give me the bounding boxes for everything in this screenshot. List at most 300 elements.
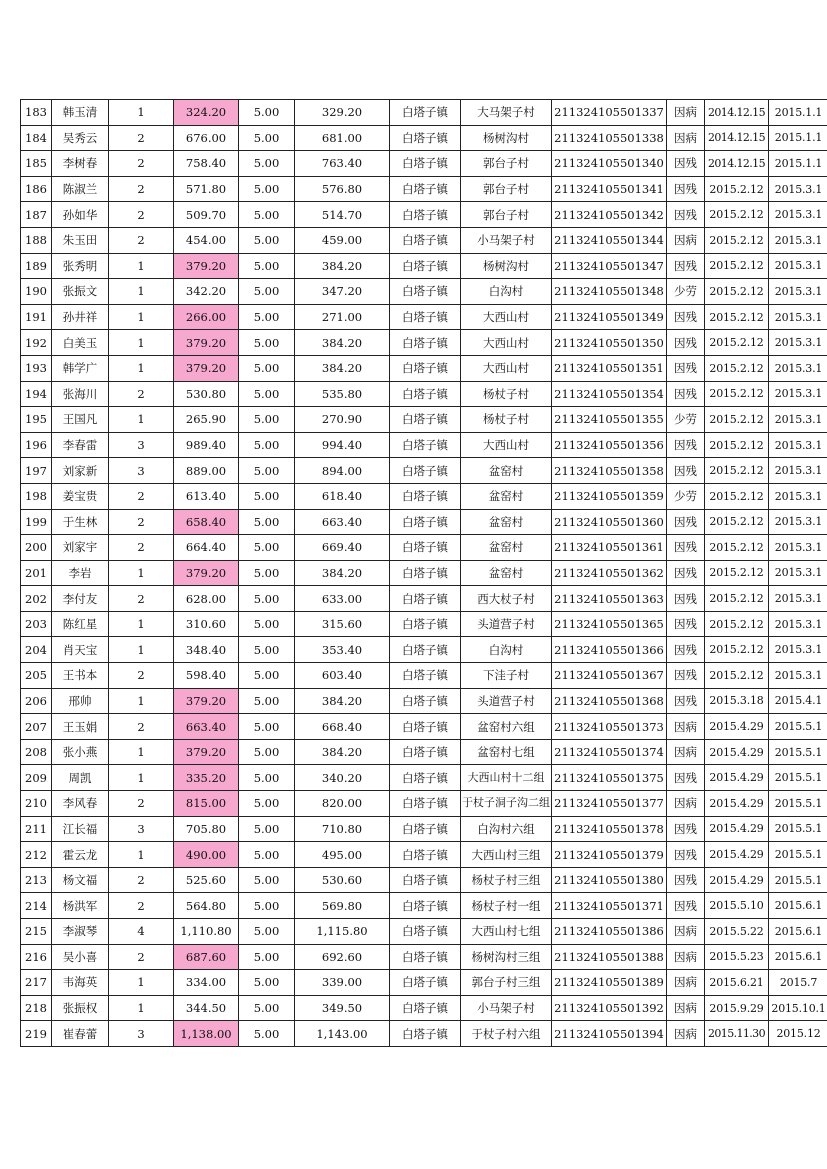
table-row xyxy=(21,816,827,842)
id-number-cell: 211324105501337 xyxy=(552,100,667,126)
approval-date-cell: 2015.2.12 xyxy=(705,304,769,330)
extra-amount-cell: 5.00 xyxy=(239,509,295,535)
reason-cell: 因残 xyxy=(667,663,705,689)
household-size-cell: 1 xyxy=(109,637,174,663)
row-number-cell: 186 xyxy=(21,176,52,202)
village-cell: 头道营子村 xyxy=(461,611,552,637)
reason-cell: 因残 xyxy=(667,611,705,637)
household-size-cell: 1 xyxy=(109,304,174,330)
table-row xyxy=(21,893,827,919)
extra-amount-cell: 5.00 xyxy=(239,714,295,740)
id-number-cell: 211324105501389 xyxy=(552,970,667,996)
town-cell: 白塔子镇 xyxy=(390,995,461,1021)
approval-date-cell: 2015.2.12 xyxy=(705,663,769,689)
start-date-cell: 2015.12 xyxy=(769,1021,827,1047)
row-number-cell: 191 xyxy=(21,304,52,330)
table-row xyxy=(21,407,827,433)
amount-cell: 379.20 xyxy=(174,688,239,714)
town-cell: 白塔子镇 xyxy=(390,739,461,765)
extra-amount-cell: 5.00 xyxy=(239,816,295,842)
household-size-cell: 3 xyxy=(109,1021,174,1047)
extra-amount-cell: 5.00 xyxy=(239,611,295,637)
total-amount-cell: 681.00 xyxy=(295,125,390,151)
table-row xyxy=(21,970,827,996)
id-number-cell: 211324105501373 xyxy=(552,714,667,740)
approval-date-cell: 2015.2.12 xyxy=(705,458,769,484)
town-cell: 白塔子镇 xyxy=(390,151,461,177)
start-date-cell: 2015.5.1 xyxy=(769,765,827,791)
start-date-cell: 2015.3.1 xyxy=(769,663,827,689)
start-date-cell: 2015.3.1 xyxy=(769,253,827,279)
start-date-cell: 2015.3.1 xyxy=(769,355,827,381)
id-number-cell: 211324105501358 xyxy=(552,458,667,484)
household-size-cell: 2 xyxy=(109,227,174,253)
village-cell: 盆窑村六组 xyxy=(461,714,552,740)
id-number-cell: 211324105501375 xyxy=(552,765,667,791)
id-number-cell: 211324105501359 xyxy=(552,483,667,509)
id-number-cell: 211324105501338 xyxy=(552,125,667,151)
total-amount-cell: 1,143.00 xyxy=(295,1021,390,1047)
extra-amount-cell: 5.00 xyxy=(239,304,295,330)
village-cell: 于杖子洞子沟二组 xyxy=(461,791,552,817)
total-amount-cell: 663.40 xyxy=(295,509,390,535)
start-date-cell: 2015.5.1 xyxy=(769,842,827,868)
extra-amount-cell: 5.00 xyxy=(239,151,295,177)
reason-cell: 因病 xyxy=(667,919,705,945)
extra-amount-cell: 5.00 xyxy=(239,586,295,612)
total-amount-cell: 569.80 xyxy=(295,893,390,919)
village-cell: 盆窑村 xyxy=(461,458,552,484)
total-amount-cell: 576.80 xyxy=(295,176,390,202)
table-row xyxy=(21,842,827,868)
name-cell: 陈红星 xyxy=(52,611,109,637)
name-cell: 杨洪军 xyxy=(52,893,109,919)
row-number-cell: 199 xyxy=(21,509,52,535)
id-number-cell: 211324105501374 xyxy=(552,739,667,765)
town-cell: 白塔子镇 xyxy=(390,330,461,356)
town-cell: 白塔子镇 xyxy=(390,304,461,330)
extra-amount-cell: 5.00 xyxy=(239,381,295,407)
table-row xyxy=(21,611,827,637)
total-amount-cell: 384.20 xyxy=(295,355,390,381)
total-amount-cell: 763.40 xyxy=(295,151,390,177)
village-cell: 杨树沟村 xyxy=(461,125,552,151)
amount-cell: 334.00 xyxy=(174,970,239,996)
household-size-cell: 1 xyxy=(109,739,174,765)
name-cell: 韩学广 xyxy=(52,355,109,381)
total-amount-cell: 669.40 xyxy=(295,535,390,561)
total-amount-cell: 384.20 xyxy=(295,560,390,586)
row-number-cell: 187 xyxy=(21,202,52,228)
total-amount-cell: 618.40 xyxy=(295,483,390,509)
town-cell: 白塔子镇 xyxy=(390,560,461,586)
name-cell: 张海川 xyxy=(52,381,109,407)
start-date-cell: 2015.3.1 xyxy=(769,202,827,228)
table-row xyxy=(21,586,827,612)
extra-amount-cell: 5.00 xyxy=(239,970,295,996)
extra-amount-cell: 5.00 xyxy=(239,1021,295,1047)
start-date-cell: 2015.7 xyxy=(769,970,827,996)
town-cell: 白塔子镇 xyxy=(390,714,461,740)
amount-cell: 889.00 xyxy=(174,458,239,484)
extra-amount-cell: 5.00 xyxy=(239,253,295,279)
town-cell: 白塔子镇 xyxy=(390,791,461,817)
amount-cell: 509.70 xyxy=(174,202,239,228)
amount-cell: 676.00 xyxy=(174,125,239,151)
reason-cell: 因病 xyxy=(667,227,705,253)
roster-table xyxy=(20,99,827,1047)
start-date-cell: 2015.3.1 xyxy=(769,560,827,586)
id-number-cell: 211324105501365 xyxy=(552,611,667,637)
start-date-cell: 2015.3.1 xyxy=(769,432,827,458)
extra-amount-cell: 5.00 xyxy=(239,637,295,663)
approval-date-cell: 2015.5.23 xyxy=(705,944,769,970)
table-row xyxy=(21,458,827,484)
start-date-cell: 2015.3.1 xyxy=(769,304,827,330)
row-number-cell: 212 xyxy=(21,842,52,868)
table-row xyxy=(21,483,827,509)
extra-amount-cell: 5.00 xyxy=(239,663,295,689)
village-cell: 杨杖子村 xyxy=(461,407,552,433)
table-row xyxy=(21,1021,827,1047)
village-cell: 小马架子村 xyxy=(461,995,552,1021)
total-amount-cell: 329.20 xyxy=(295,100,390,126)
start-date-cell: 2015.3.1 xyxy=(769,381,827,407)
table-row xyxy=(21,560,827,586)
table-row xyxy=(21,202,827,228)
table-row xyxy=(21,688,827,714)
amount-cell: 658.40 xyxy=(174,509,239,535)
row-number-cell: 185 xyxy=(21,151,52,177)
table-row xyxy=(21,791,827,817)
name-cell: 姜宝贵 xyxy=(52,483,109,509)
town-cell: 白塔子镇 xyxy=(390,611,461,637)
reason-cell: 因残 xyxy=(667,867,705,893)
name-cell: 王玉娟 xyxy=(52,714,109,740)
id-number-cell: 211324105501362 xyxy=(552,560,667,586)
name-cell: 李付友 xyxy=(52,586,109,612)
town-cell: 白塔子镇 xyxy=(390,586,461,612)
name-cell: 韩玉清 xyxy=(52,100,109,126)
village-cell: 大西山村 xyxy=(461,432,552,458)
amount-cell: 379.20 xyxy=(174,330,239,356)
town-cell: 白塔子镇 xyxy=(390,202,461,228)
id-number-cell: 211324105501367 xyxy=(552,663,667,689)
row-number-cell: 218 xyxy=(21,995,52,1021)
approval-date-cell: 2015.4.29 xyxy=(705,867,769,893)
approval-date-cell: 2015.2.12 xyxy=(705,509,769,535)
total-amount-cell: 633.00 xyxy=(295,586,390,612)
start-date-cell: 2015.3.1 xyxy=(769,227,827,253)
table-row xyxy=(21,739,827,765)
approval-date-cell: 2015.2.12 xyxy=(705,330,769,356)
extra-amount-cell: 5.00 xyxy=(239,407,295,433)
reason-cell: 因残 xyxy=(667,688,705,714)
extra-amount-cell: 5.00 xyxy=(239,535,295,561)
start-date-cell: 2015.6.1 xyxy=(769,919,827,945)
town-cell: 白塔子镇 xyxy=(390,381,461,407)
start-date-cell: 2015.3.1 xyxy=(769,637,827,663)
table-row xyxy=(21,867,827,893)
reason-cell: 因残 xyxy=(667,330,705,356)
extra-amount-cell: 5.00 xyxy=(239,791,295,817)
id-number-cell: 211324105501354 xyxy=(552,381,667,407)
row-number-cell: 190 xyxy=(21,279,52,305)
table-row xyxy=(21,535,827,561)
amount-cell: 663.40 xyxy=(174,714,239,740)
amount-cell: 628.00 xyxy=(174,586,239,612)
approval-date-cell: 2015.2.12 xyxy=(705,381,769,407)
row-number-cell: 210 xyxy=(21,791,52,817)
town-cell: 白塔子镇 xyxy=(390,432,461,458)
table-row xyxy=(21,995,827,1021)
id-number-cell: 211324105501348 xyxy=(552,279,667,305)
reason-cell: 因残 xyxy=(667,842,705,868)
row-number-cell: 206 xyxy=(21,688,52,714)
name-cell: 韦海英 xyxy=(52,970,109,996)
approval-date-cell: 2015.2.12 xyxy=(705,432,769,458)
reason-cell: 因病 xyxy=(667,1021,705,1047)
name-cell: 吴秀云 xyxy=(52,125,109,151)
reason-cell: 少劳 xyxy=(667,407,705,433)
id-number-cell: 211324105501386 xyxy=(552,919,667,945)
extra-amount-cell: 5.00 xyxy=(239,842,295,868)
town-cell: 白塔子镇 xyxy=(390,483,461,509)
name-cell: 朱玉田 xyxy=(52,227,109,253)
amount-cell: 324.20 xyxy=(174,100,239,126)
amount-cell: 265.90 xyxy=(174,407,239,433)
start-date-cell: 2015.1.1 xyxy=(769,100,827,126)
name-cell: 张小燕 xyxy=(52,739,109,765)
reason-cell: 因病 xyxy=(667,970,705,996)
table-row xyxy=(21,227,827,253)
id-number-cell: 211324105501394 xyxy=(552,1021,667,1047)
approval-date-cell: 2015.2.12 xyxy=(705,560,769,586)
household-size-cell: 2 xyxy=(109,586,174,612)
approval-date-cell: 2015.2.12 xyxy=(705,227,769,253)
name-cell: 孙如华 xyxy=(52,202,109,228)
start-date-cell: 2015.5.1 xyxy=(769,867,827,893)
id-number-cell: 211324105501392 xyxy=(552,995,667,1021)
household-size-cell: 2 xyxy=(109,125,174,151)
town-cell: 白塔子镇 xyxy=(390,407,461,433)
row-number-cell: 193 xyxy=(21,355,52,381)
table-row xyxy=(21,304,827,330)
town-cell: 白塔子镇 xyxy=(390,637,461,663)
id-number-cell: 211324105501368 xyxy=(552,688,667,714)
extra-amount-cell: 5.00 xyxy=(239,919,295,945)
id-number-cell: 211324105501350 xyxy=(552,330,667,356)
id-number-cell: 211324105501378 xyxy=(552,816,667,842)
approval-date-cell: 2015.2.12 xyxy=(705,407,769,433)
total-amount-cell: 603.40 xyxy=(295,663,390,689)
table-row xyxy=(21,381,827,407)
row-number-cell: 208 xyxy=(21,739,52,765)
name-cell: 李淑琴 xyxy=(52,919,109,945)
total-amount-cell: 710.80 xyxy=(295,816,390,842)
row-number-cell: 201 xyxy=(21,560,52,586)
village-cell: 白沟村 xyxy=(461,637,552,663)
id-number-cell: 211324105501356 xyxy=(552,432,667,458)
table-row xyxy=(21,125,827,151)
reason-cell: 因残 xyxy=(667,509,705,535)
extra-amount-cell: 5.00 xyxy=(239,560,295,586)
village-cell: 盆窑村 xyxy=(461,560,552,586)
extra-amount-cell: 5.00 xyxy=(239,739,295,765)
extra-amount-cell: 5.00 xyxy=(239,100,295,126)
row-number-cell: 197 xyxy=(21,458,52,484)
id-number-cell: 211324105501377 xyxy=(552,791,667,817)
town-cell: 白塔子镇 xyxy=(390,509,461,535)
town-cell: 白塔子镇 xyxy=(390,816,461,842)
town-cell: 白塔子镇 xyxy=(390,765,461,791)
household-size-cell: 2 xyxy=(109,509,174,535)
total-amount-cell: 894.00 xyxy=(295,458,390,484)
name-cell: 霍云龙 xyxy=(52,842,109,868)
name-cell: 李树春 xyxy=(52,151,109,177)
reason-cell: 因残 xyxy=(667,381,705,407)
amount-cell: 664.40 xyxy=(174,535,239,561)
village-cell: 郭台子村 xyxy=(461,202,552,228)
household-size-cell: 2 xyxy=(109,381,174,407)
reason-cell: 因病 xyxy=(667,100,705,126)
town-cell: 白塔子镇 xyxy=(390,919,461,945)
total-amount-cell: 353.40 xyxy=(295,637,390,663)
row-number-cell: 215 xyxy=(21,919,52,945)
reason-cell: 因残 xyxy=(667,816,705,842)
approval-date-cell: 2015.4.29 xyxy=(705,816,769,842)
amount-cell: 379.20 xyxy=(174,739,239,765)
start-date-cell: 2015.1.1 xyxy=(769,125,827,151)
amount-cell: 758.40 xyxy=(174,151,239,177)
household-size-cell: 2 xyxy=(109,663,174,689)
approval-date-cell: 2015.2.12 xyxy=(705,355,769,381)
row-number-cell: 214 xyxy=(21,893,52,919)
village-cell: 杨树沟村 xyxy=(461,253,552,279)
total-amount-cell: 384.20 xyxy=(295,739,390,765)
total-amount-cell: 495.00 xyxy=(295,842,390,868)
reason-cell: 因残 xyxy=(667,176,705,202)
town-cell: 白塔子镇 xyxy=(390,253,461,279)
town-cell: 白塔子镇 xyxy=(390,842,461,868)
name-cell: 于生林 xyxy=(52,509,109,535)
household-size-cell: 1 xyxy=(109,330,174,356)
extra-amount-cell: 5.00 xyxy=(239,125,295,151)
town-cell: 白塔子镇 xyxy=(390,867,461,893)
amount-cell: 348.40 xyxy=(174,637,239,663)
approval-date-cell: 2015.2.12 xyxy=(705,637,769,663)
approval-date-cell: 2015.2.12 xyxy=(705,253,769,279)
approval-date-cell: 2015.4.29 xyxy=(705,765,769,791)
village-cell: 大马架子村 xyxy=(461,100,552,126)
total-amount-cell: 271.00 xyxy=(295,304,390,330)
village-cell: 杨杖子村三组 xyxy=(461,867,552,893)
row-number-cell: 211 xyxy=(21,816,52,842)
name-cell: 李岩 xyxy=(52,560,109,586)
amount-cell: 687.60 xyxy=(174,944,239,970)
approval-date-cell: 2015.2.12 xyxy=(705,535,769,561)
table-row xyxy=(21,100,827,126)
table-body xyxy=(21,100,827,1047)
table-row xyxy=(21,432,827,458)
amount-cell: 598.40 xyxy=(174,663,239,689)
extra-amount-cell: 5.00 xyxy=(239,867,295,893)
total-amount-cell: 535.80 xyxy=(295,381,390,407)
total-amount-cell: 347.20 xyxy=(295,279,390,305)
amount-cell: 344.50 xyxy=(174,995,239,1021)
amount-cell: 454.00 xyxy=(174,227,239,253)
name-cell: 吴小喜 xyxy=(52,944,109,970)
approval-date-cell: 2015.4.29 xyxy=(705,714,769,740)
table-row xyxy=(21,714,827,740)
household-size-cell: 3 xyxy=(109,458,174,484)
extra-amount-cell: 5.00 xyxy=(239,995,295,1021)
start-date-cell: 2015.6.1 xyxy=(769,944,827,970)
reason-cell: 少劳 xyxy=(667,483,705,509)
amount-cell: 310.60 xyxy=(174,611,239,637)
village-cell: 郭台子村三组 xyxy=(461,970,552,996)
name-cell: 周凯 xyxy=(52,765,109,791)
extra-amount-cell: 5.00 xyxy=(239,279,295,305)
extra-amount-cell: 5.00 xyxy=(239,202,295,228)
reason-cell: 因病 xyxy=(667,791,705,817)
town-cell: 白塔子镇 xyxy=(390,100,461,126)
town-cell: 白塔子镇 xyxy=(390,688,461,714)
table-row xyxy=(21,663,827,689)
name-cell: 江长福 xyxy=(52,816,109,842)
village-cell: 大西山村 xyxy=(461,330,552,356)
total-amount-cell: 820.00 xyxy=(295,791,390,817)
total-amount-cell: 692.60 xyxy=(295,944,390,970)
household-size-cell: 1 xyxy=(109,765,174,791)
village-cell: 盆窑村 xyxy=(461,509,552,535)
household-size-cell: 1 xyxy=(109,842,174,868)
reason-cell: 因残 xyxy=(667,535,705,561)
name-cell: 刘家新 xyxy=(52,458,109,484)
amount-cell: 266.00 xyxy=(174,304,239,330)
town-cell: 白塔子镇 xyxy=(390,227,461,253)
name-cell: 张振文 xyxy=(52,279,109,305)
id-number-cell: 211324105501366 xyxy=(552,637,667,663)
reason-cell: 少劳 xyxy=(667,279,705,305)
village-cell: 白沟村六组 xyxy=(461,816,552,842)
total-amount-cell: 994.40 xyxy=(295,432,390,458)
id-number-cell: 211324105501351 xyxy=(552,355,667,381)
amount-cell: 490.00 xyxy=(174,842,239,868)
table-row xyxy=(21,509,827,535)
total-amount-cell: 339.00 xyxy=(295,970,390,996)
amount-cell: 342.20 xyxy=(174,279,239,305)
approval-date-cell: 2015.3.18 xyxy=(705,688,769,714)
start-date-cell: 2015.1.1 xyxy=(769,151,827,177)
amount-cell: 525.60 xyxy=(174,867,239,893)
id-number-cell: 211324105501380 xyxy=(552,867,667,893)
table-row xyxy=(21,151,827,177)
town-cell: 白塔子镇 xyxy=(390,458,461,484)
household-size-cell: 2 xyxy=(109,535,174,561)
name-cell: 李风春 xyxy=(52,791,109,817)
village-cell: 郭台子村 xyxy=(461,176,552,202)
table-row xyxy=(21,330,827,356)
amount-cell: 815.00 xyxy=(174,791,239,817)
start-date-cell: 2015.3.1 xyxy=(769,483,827,509)
row-number-cell: 189 xyxy=(21,253,52,279)
amount-cell: 989.40 xyxy=(174,432,239,458)
reason-cell: 因病 xyxy=(667,944,705,970)
reason-cell: 因残 xyxy=(667,151,705,177)
town-cell: 白塔子镇 xyxy=(390,355,461,381)
reason-cell: 因残 xyxy=(667,432,705,458)
